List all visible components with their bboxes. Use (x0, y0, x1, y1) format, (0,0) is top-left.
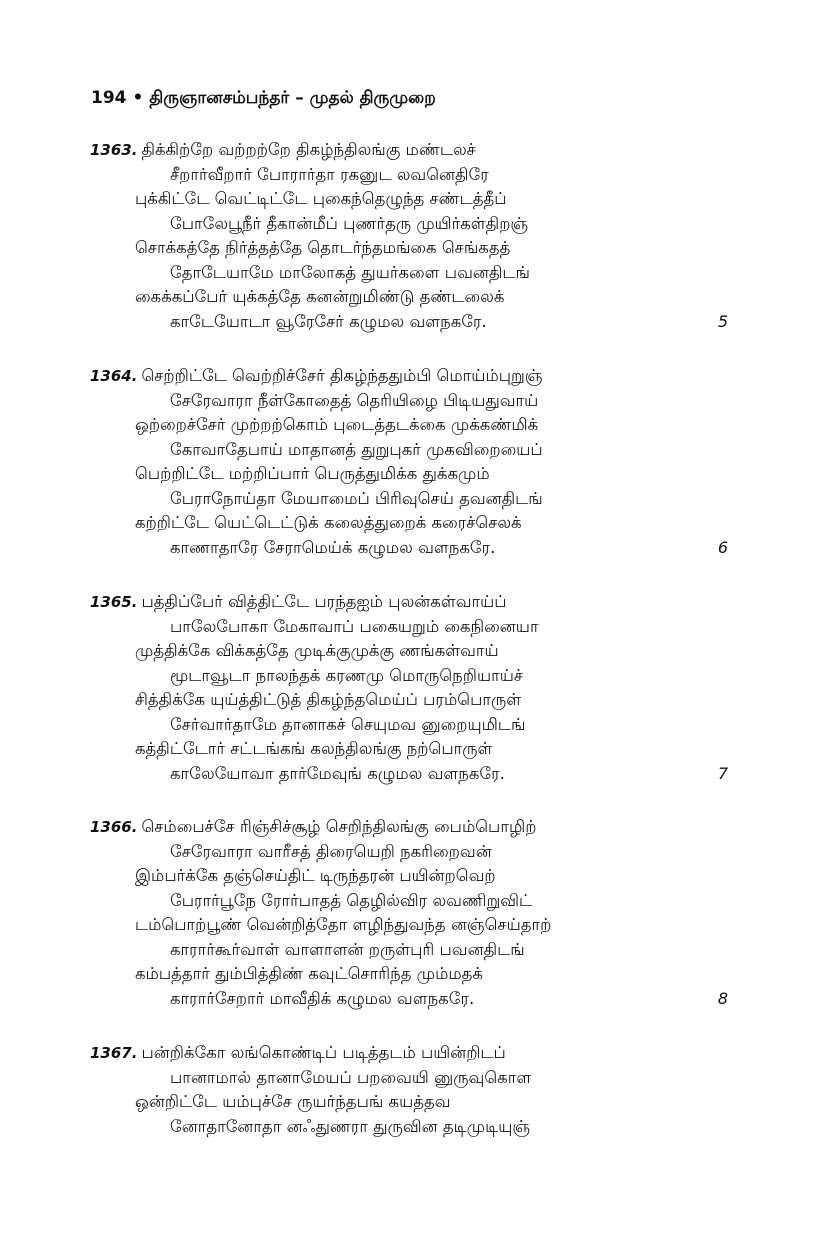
verse-1364 (90, 364, 740, 560)
verse-number: 1365. (90, 593, 138, 611)
verse-line: கைக்கப்பேர் யுக்கத்தே கனன்றுமிண்டு தண்டலைக் (135, 287, 505, 306)
stanza-number: 6 (717, 537, 728, 557)
verse-number: 1366. (90, 818, 138, 836)
verse-line: கம்பத்தார் தும்பித்திண் கவுட்சொரிந்த மும்மதக் (135, 964, 483, 983)
verse-line: காடேயோடா வூரேசேர் கழுமல வளநகரே. 5 (90, 310, 740, 335)
verse-line: கோவாதேபாய் மாதானத் துறுபுகர் முகவிறையைப் (170, 439, 543, 459)
verse-line: ஒன்றிட்டே யம்புச்சே ருயர்ந்தபங் கயத்தவ (135, 1092, 451, 1111)
verse-line: புக்கிட்டே வெட்டிட்டே புகைந்தெழுந்த சண்டத்தீப் (135, 189, 507, 208)
verse-line: பேராநோய்தா மேயாமைப் பிரிவுசெய் தவனதிடங் (170, 488, 543, 508)
verse-line: பேரார்பூநே ரோர்பாதத் தெழில்விர லவணிறுவிட் (170, 890, 533, 910)
verse-number: 1363. (90, 141, 138, 159)
verse-number: 1367. (90, 1044, 138, 1062)
verse-line: சித்திக்கே யுய்த்திட்டுத் திகழ்ந்தமெய்ப் பரம்பொருள் (135, 690, 522, 709)
verse-line: காணாதாரே சேராமெய்க் கழுமல வளநகரே. 6 (90, 536, 740, 561)
verse-1363 (90, 138, 740, 334)
verse-line: 1363. திக்கிற்றே வற்றற்றே திகழ்ந்திலங்கு மண்டலச் (90, 140, 476, 159)
verse-line: காலேயோவா தார்மேவுங் கழுமல வளநகரே. 7 (90, 762, 740, 787)
verse-line: ஒற்றைச்சேர் முற்றற்கொம் புடைத்தடக்கை முக்கண்மிக் (135, 415, 539, 434)
verse-1366 (90, 815, 740, 1011)
verse-line: சேர்வார்தாமே தானாகச் செயுமவ னுறையுமிடங் (170, 714, 526, 734)
verse-line: சீறார்வீறார் போரார்தா ரகனுட லவனெதிரே (170, 164, 489, 184)
stanza-number: 8 (717, 988, 728, 1008)
verse-line: 1367. பன்றிக்கோ லங்கொண்டிப் படித்தடம் பயின்றிடப் (90, 1043, 506, 1062)
stanza-number: 5 (717, 311, 728, 331)
header-separator: • (132, 88, 144, 108)
verse-line: 1366. செம்பைச்சே ரிஞ்சிச்சூழ் செறிந்திலங்கு பைம்பொழிற் (90, 817, 537, 836)
running-header (91, 88, 436, 110)
verse-line: பாலேபோகா மேகாவாப் பகையறும் கைநினையா (170, 616, 539, 636)
verse-line: பெற்றிட்டே மற்றிப்பார் பெருத்துமிக்க துக்கமும் (135, 464, 490, 483)
verse-1365 (90, 590, 740, 786)
verse-line: போலேபூநீர் தீகான்மீப் புணர்தரு முயிர்கள்திறஞ் (170, 213, 529, 233)
verse-1367 (90, 1041, 740, 1139)
verse-line: இம்பர்க்கே தஞ்செய்திட் டிருந்தரன் பயின்றவெற் (135, 866, 496, 885)
verse-line: சேரேவாரா வாரீசத் திரையெறி நகரிறைவன் (170, 841, 492, 861)
verse-line: 1364. செற்றிட்டே வெற்றிச்சேர் திகழ்ந்ததும்பி மொய்ம்புறுஞ் (90, 366, 543, 385)
verse-line: முத்திக்கே விக்கத்தே முடிக்குமுக்கு ணங்கள்வாய் (135, 641, 499, 660)
verse-line: 1365. பத்திப்பேர் வித்திட்டே பரந்தஐம் புலன்கள்வாய்ப் (90, 592, 507, 611)
verse-line: பானாமால் தானாமேயப் பறவையி னுருவுகொள (170, 1067, 532, 1087)
verse-line: கற்றிட்டே யெட்டெட்டுக் கலைத்துறைக் கரைச்செலக் (135, 513, 522, 532)
verse-line: காரார்சேறார் மாவீதிக் கழுமல வளநகரே. 8 (90, 987, 740, 1012)
verse-line: னோதானோதா னஃதுணரா துருவின தடிமுடியுஞ் (170, 1116, 531, 1136)
page-number: 194 (91, 88, 127, 108)
running-title: திருஞானசம்பந்தர் – முதல் திருமுறை (149, 88, 436, 108)
verse-line: சேரேவாரா நீள்கோதைத் தெரியிழை பிடியதுவாய் (170, 390, 539, 410)
verse-line: தோடேயாமே மாலோகத் துயர்களை பவனதிடங் (170, 262, 530, 282)
verse-line: மூடாவூடா நாலந்தக் கரணமு மொருநெறியாய்ச் (170, 665, 524, 685)
verse-number: 1364. (90, 367, 138, 385)
verse-line: டம்பொற்பூண் வென்றித்தோ ளழிந்துவந்த னஞ்செய்தாற் (135, 915, 552, 934)
verse-line: சொக்கத்தே நிர்த்தத்தே தொடர்ந்தமங்கை செங்கதத் (135, 238, 511, 257)
stanza-number: 7 (717, 763, 728, 783)
verse-line: கத்திட்டோர் சட்டங்கங் கலந்திலங்கு நற்பொருள் (135, 739, 493, 758)
verse-line: காரார்கூர்வாள் வாளாளன் றருள்புரி பவனதிடங் (170, 939, 525, 959)
